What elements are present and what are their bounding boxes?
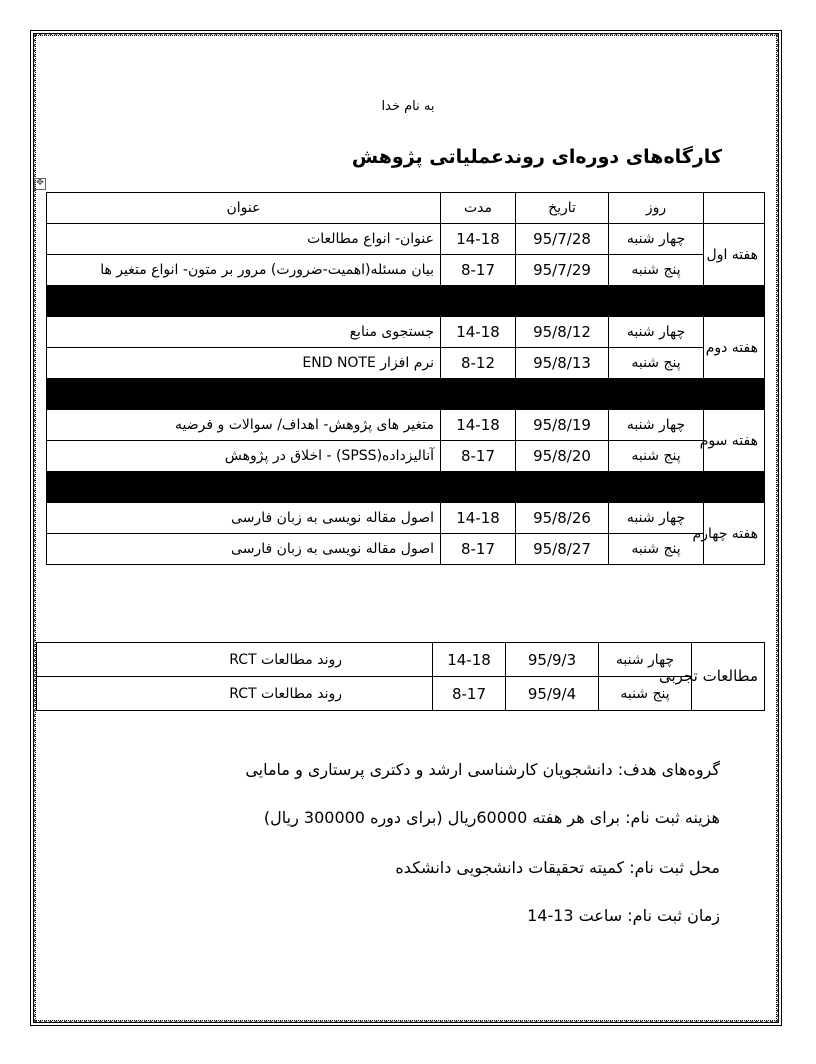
day-cell: چهار شنبه bbox=[609, 503, 704, 534]
day-cell: چهار شنبه bbox=[599, 643, 692, 677]
date-cell: 95/7/29 bbox=[533, 261, 591, 279]
title-cell: روند مطالعات RCT bbox=[37, 677, 433, 711]
location-text: محل ثبت نام: کمیته تحقیقات دانشجویی دانشکده bbox=[395, 858, 720, 877]
title-cell: اصول مقاله نویسی به زبان فارسی bbox=[47, 534, 441, 565]
group-label: مطالعات تجربی bbox=[692, 643, 765, 711]
day-cell: پنج شنبه bbox=[609, 441, 704, 472]
title-cell: بیان مسئله(اهمیت-ضرورت) مرور بر متون- انواع متغیر ها bbox=[47, 255, 441, 286]
table-row bbox=[47, 503, 765, 534]
schedule-table bbox=[46, 192, 765, 565]
separator-row bbox=[47, 379, 765, 410]
date-cell: 95/8/12 bbox=[533, 323, 591, 341]
bismillah: به نام خدا bbox=[381, 99, 435, 114]
table-row bbox=[47, 255, 765, 286]
day-cell: پنج شنبه bbox=[609, 348, 704, 379]
day-cell: چهار شنبه bbox=[609, 410, 704, 441]
week-label: هفته دوم bbox=[704, 317, 765, 379]
col-header-day: روز bbox=[609, 193, 704, 224]
date-cell: 95/7/28 bbox=[533, 230, 591, 248]
table-row bbox=[47, 441, 765, 472]
date-cell: 95/8/20 bbox=[533, 447, 591, 465]
duration-cell: 14-18 bbox=[456, 323, 500, 341]
registration-time-text: زمان ثبت نام: ساعت 13-14 bbox=[527, 906, 720, 925]
week-label: هفته چهارم bbox=[704, 503, 765, 565]
separator-row bbox=[47, 472, 765, 503]
week-label: هفته اول bbox=[704, 224, 765, 286]
title-cell: جستجوی منابع bbox=[47, 317, 441, 348]
table-move-handle-icon[interactable]: ✥ bbox=[34, 178, 46, 190]
date-cell: 95/8/27 bbox=[533, 540, 591, 558]
title-cell: نرم افزار END NOTE bbox=[47, 348, 441, 379]
table-header-row bbox=[47, 193, 765, 224]
duration-cell: 8-17 bbox=[460, 447, 496, 465]
table-row bbox=[47, 348, 765, 379]
day-cell: پنج شنبه bbox=[609, 255, 704, 286]
table-row bbox=[47, 410, 765, 441]
title-cell: متغیر های پژوهش- اهداف/ سوالات و فرضیه bbox=[47, 410, 441, 441]
title-cell: اصول مقاله نویسی به زبان فارسی bbox=[47, 503, 441, 534]
col-header-date: تاریخ bbox=[516, 193, 609, 224]
title-cell: آنالیزداده(SPSS) - اخلاق در پژوهش bbox=[47, 441, 441, 472]
day-cell: پنج شنبه bbox=[599, 677, 692, 711]
day-cell: پنج شنبه bbox=[609, 534, 704, 565]
date-cell: 95/9/4 bbox=[527, 684, 577, 703]
col-header-duration: مدت bbox=[441, 193, 516, 224]
duration-cell: 8-17 bbox=[451, 684, 487, 703]
table-row bbox=[37, 677, 765, 711]
page-title: کارگاه‌های دوره‌ای روندعملیاتی پژوهش bbox=[351, 146, 722, 168]
date-cell: 95/8/26 bbox=[533, 509, 591, 527]
day-cell: چهار شنبه bbox=[609, 224, 704, 255]
duration-cell: 8-12 bbox=[460, 354, 496, 372]
separator-row bbox=[47, 286, 765, 317]
duration-cell: 8-17 bbox=[460, 261, 496, 279]
duration-cell: 14-18 bbox=[447, 650, 491, 669]
fee-text: هزینه ثبت نام: برای هر هفته 60000ریال (برای دوره 300000 ریال) bbox=[263, 808, 720, 827]
duration-cell: 14-18 bbox=[456, 416, 500, 434]
day-cell: چهار شنبه bbox=[609, 317, 704, 348]
table-row bbox=[47, 224, 765, 255]
date-cell: 95/8/13 bbox=[533, 354, 591, 372]
date-cell: 95/8/19 bbox=[533, 416, 591, 434]
title-cell: عنوان- انواع مطالعات bbox=[47, 224, 441, 255]
target-groups-text: گروه‌های هدف: دانشجویان کارشناسی ارشد و دکتری پرستاری و مامایی bbox=[245, 760, 720, 779]
experimental-table bbox=[36, 642, 765, 711]
table-row bbox=[47, 534, 765, 565]
title-cell: روند مطالعات RCT bbox=[37, 643, 433, 677]
duration-cell: 8-17 bbox=[460, 540, 496, 558]
col-header-week bbox=[704, 193, 765, 224]
date-cell: 95/9/3 bbox=[527, 650, 577, 669]
duration-cell: 14-18 bbox=[456, 509, 500, 527]
table-row bbox=[37, 643, 765, 677]
col-header-title: عنوان bbox=[47, 193, 441, 224]
table-row bbox=[47, 317, 765, 348]
duration-cell: 14-18 bbox=[456, 230, 500, 248]
week-label: هفته سوم bbox=[704, 410, 765, 472]
